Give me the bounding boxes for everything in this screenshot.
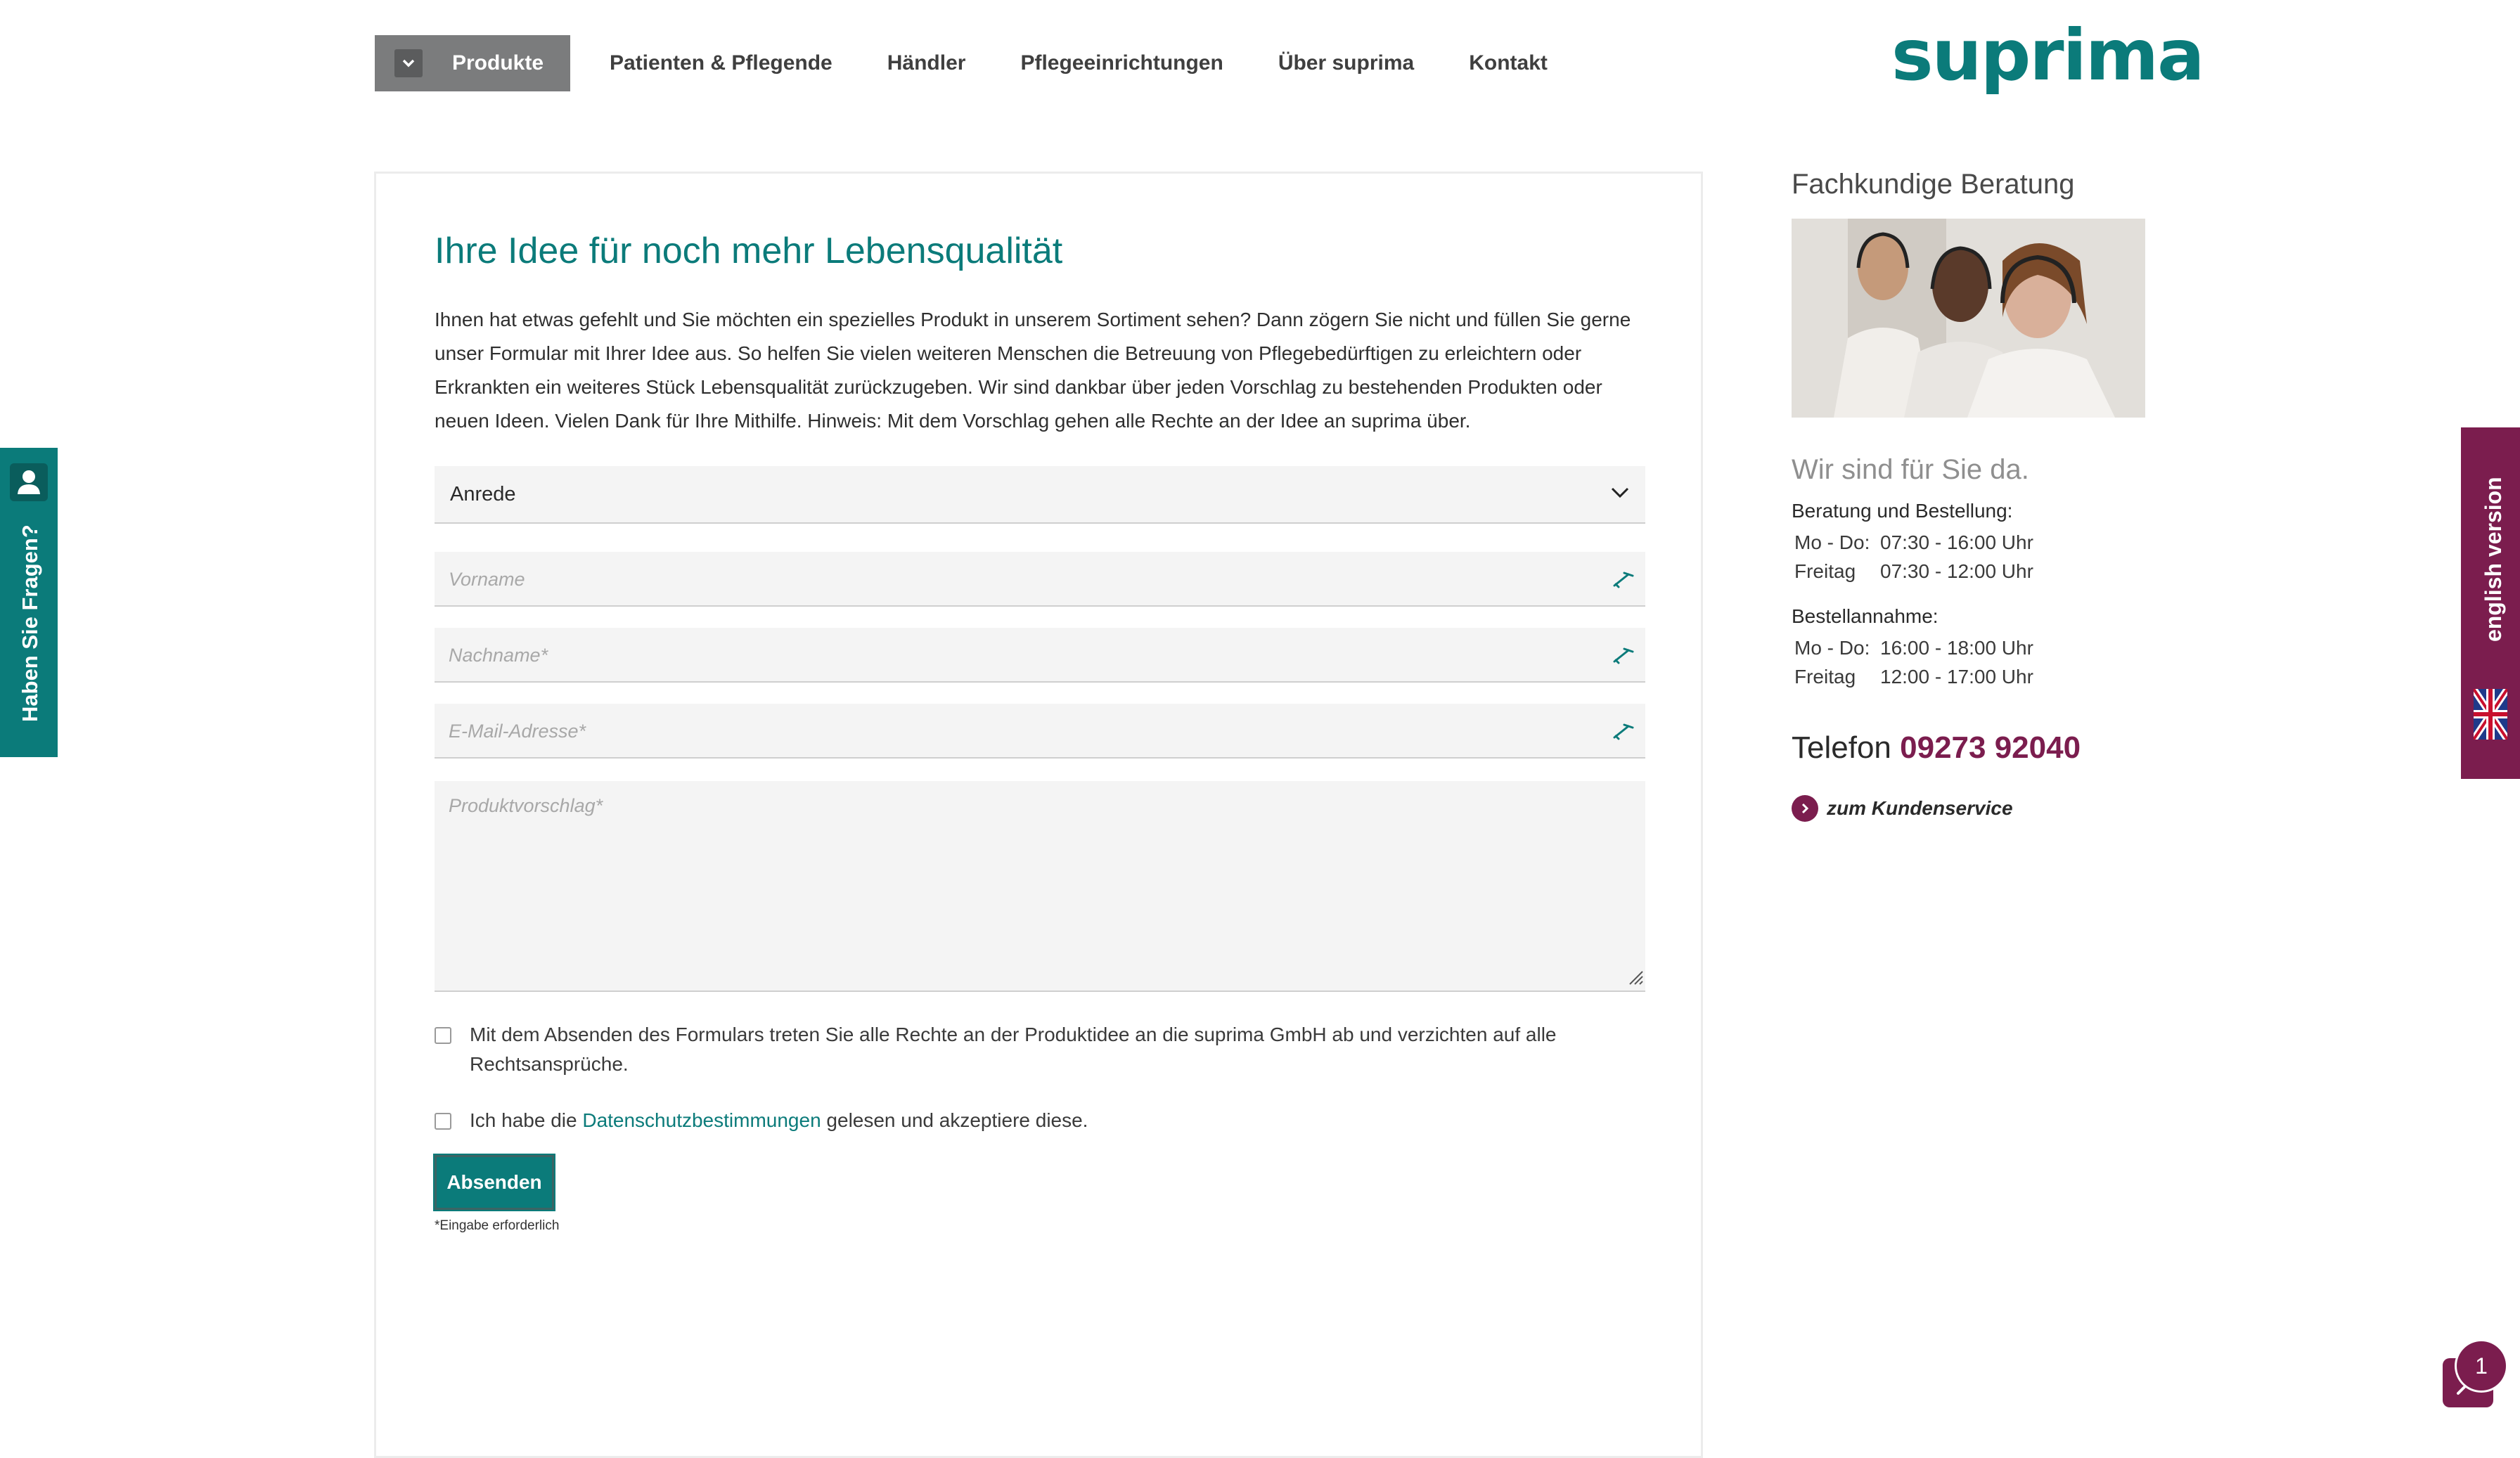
hours-day: Freitag (1794, 666, 1856, 688)
consent-rights-row (435, 1020, 1645, 1079)
chevron-right-icon (1792, 795, 1818, 822)
nav-item-contact[interactable]: Kontakt (1469, 51, 1548, 75)
intro-text: Ihnen hat etwas gefehlt und Sie möchten ein spezielles Produkt in unserem Sortiment sehen? Dann zögern Sie nicht und füllen Sie gerne unser Formular mit Ihrer Idee aus. So helfen Sie vielen weiteren Menschen die Betreuung von Pflegebedürftigen zu erleichtern oder Erkrankten ein weiteres Stück Lebensqualität zurückzugeben. Wir sind dankbar über jeden Vorschlag zu bestehenden Produkten oder neuen Ideen. Vielen Dank für Ihre Mithilfe. Hinweis: Mit dem Vorschlag gehen alle Rechte an der Idee an suprima über. (435, 309, 1631, 432)
nav-item-dealers[interactable]: Händler (887, 51, 966, 75)
nav-item-care-facilities[interactable]: Pflegeeinrichtungen (1020, 51, 1223, 75)
suprima-logo[interactable]: suprima (1891, 14, 2204, 96)
questions-tab[interactable] (0, 448, 58, 757)
pencil-icon (1612, 719, 1637, 745)
english-version-tab[interactable] (2461, 427, 2520, 779)
submit-button[interactable]: Absenden (435, 1155, 554, 1210)
firstname-input[interactable] (435, 552, 1645, 607)
hours-time: 07:30 - 16:00 Uhr (1880, 531, 2033, 553)
order-hours-heading: Bestellannahme: (1792, 605, 1939, 627)
pencil-icon (1612, 567, 1637, 593)
nav-item-about[interactable]: Über suprima (1278, 51, 1415, 75)
chevron-down-icon (1610, 486, 1630, 503)
privacy-policy-link[interactable]: Datenschutzbestimmungen (582, 1109, 821, 1131)
consult-hours-heading: Beratung und Bestellung: (1792, 500, 2013, 522)
consent-rights-label: Mit dem Absenden des Formulars treten Sie alle Rechte an der Produktidee an die suprima GmbH ab und verzichten auf alle Rechtsansprüche. (470, 1024, 1557, 1075)
salutation-value: Anrede (450, 482, 516, 505)
customer-service-link[interactable] (1792, 795, 2146, 822)
firstname-field (435, 552, 1645, 607)
hours-day: Freitag (1794, 560, 1856, 582)
main-nav (375, 35, 1548, 91)
phone-number-link[interactable]: 09273 92040 (1900, 730, 2081, 765)
lastname-input[interactable] (435, 628, 1645, 683)
sidebar-title: Fachkundige Beratung (1792, 169, 2075, 200)
page-title: Ihre Idee für noch mehr Lebensqualität (435, 231, 1063, 271)
nav-products-button[interactable] (375, 35, 570, 91)
customer-service-label: zum Kundenservice (1827, 797, 2013, 819)
person-icon (10, 463, 48, 501)
nav-products-label: Produkte (452, 51, 544, 75)
english-version-label: english version (2481, 477, 2506, 642)
hours-day: Mo - Do: (1794, 531, 1870, 553)
phone-label: Telefon (1792, 730, 1891, 765)
hours-time: 16:00 - 18:00 Uhr (1880, 637, 2033, 659)
consent-privacy-text-after: gelesen und akzeptiere diese. (821, 1109, 1088, 1131)
hours-time: 07:30 - 12:00 Uhr (1880, 560, 2033, 582)
email-input[interactable] (435, 704, 1645, 759)
hours-row (1792, 557, 2146, 586)
availability-heading: Wir sind für Sie da. (1792, 454, 2029, 485)
hours-day: Mo - Do: (1794, 637, 1870, 659)
email-field (435, 704, 1645, 759)
pencil-icon (1612, 643, 1637, 669)
resize-handle-icon[interactable] (1626, 967, 1644, 989)
hours-time: 12:00 - 17:00 Uhr (1880, 666, 2033, 688)
consent-privacy-text-before: Ich habe die (470, 1109, 583, 1131)
required-note: *Eingabe erforderlich (435, 1218, 560, 1233)
consent-privacy-label (470, 1106, 1581, 1135)
suggestion-field (435, 781, 1645, 992)
idea-form-card (374, 172, 1703, 1458)
uk-flag-icon (2474, 689, 2507, 743)
hours-row (1792, 633, 2146, 662)
consent-rights-checkbox[interactable] (435, 1027, 451, 1044)
nav-item-patients[interactable]: Patienten & Pflegende (610, 51, 832, 75)
chevron-down-icon (394, 49, 423, 77)
sidebar-consultation (1792, 169, 2146, 822)
phone-line (1792, 730, 2146, 766)
support-team-photo (1792, 219, 2145, 418)
questions-tab-label: Haben Sie Fragen? (18, 524, 42, 722)
suggestion-textarea[interactable] (435, 781, 1645, 989)
lastname-field (435, 628, 1645, 683)
consent-privacy-row (435, 1106, 1645, 1135)
chat-notification-badge[interactable]: 1 (2457, 1341, 2506, 1391)
hours-row (1792, 662, 2146, 691)
hours-row (1792, 528, 2146, 557)
consent-privacy-checkbox[interactable] (435, 1113, 451, 1130)
salutation-select[interactable] (435, 466, 1645, 524)
